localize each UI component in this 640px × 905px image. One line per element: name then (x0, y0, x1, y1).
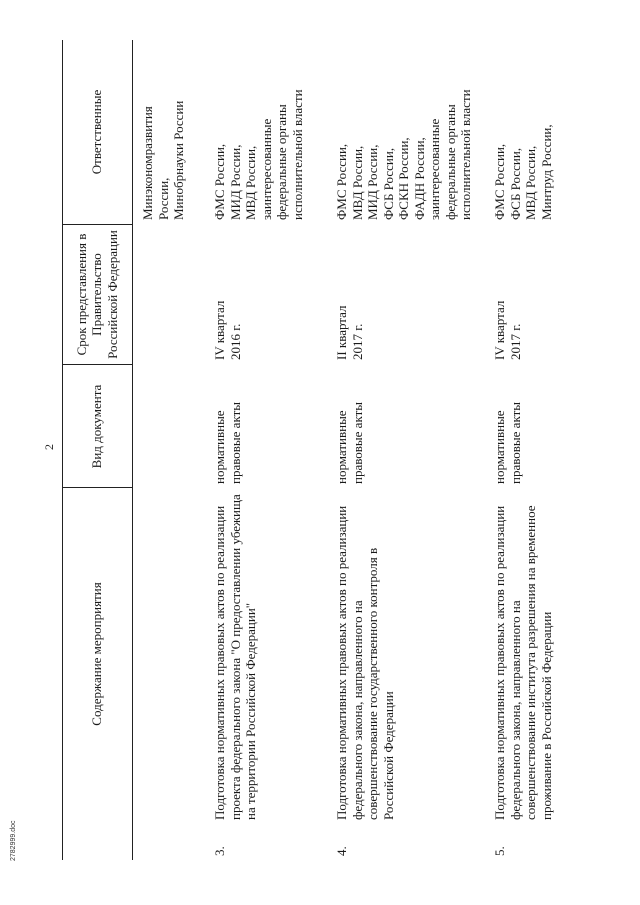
row-4-content: Подготовка нормативных правовых актов по реализации федерального закона, направленного на совершенствование государственного контроля в Российской Федерации (334, 505, 396, 820)
measures-table (62, 40, 592, 860)
row-3-content: Подготовка нормативных правовых актов по реализации проекта федерального закона "О предоставлении убежища на территории Российской Федерации" (212, 494, 258, 820)
document-code: 2782999.doc (10, 820, 17, 861)
page-number: 2 (42, 444, 56, 450)
row-5-doc-type: нормативные правовые акты (492, 402, 523, 484)
row-5-deadline: IV квартал 2017 г. (492, 300, 523, 360)
rotated-page (40, 20, 600, 860)
row-4-number: 4. (334, 846, 349, 856)
row-4-deadline: II квартал 2017 г. (334, 305, 365, 360)
header-bottom-rule (132, 40, 133, 860)
row-3-doc-type: нормативные правовые акты (212, 402, 243, 484)
header-content: Содержание мероприятия (89, 582, 105, 726)
row-5-responsible: ФМС России, ФСБ России, МВД России, Минтруд России, (492, 124, 554, 220)
header-doc-type: Вид документа (89, 384, 105, 469)
continuation-responsible: Минэкономразвития России, Минобрнауки России (140, 100, 186, 220)
row-4-responsible: ФМС России, МВД России, МИД России, ФСБ России, ФСКН России, ФАДН России, заинтересованные федеральные органы исполнительной власти (334, 89, 473, 220)
row-3-responsible: ФМС России, МИД России, МВД России, заинтересованные федеральные органы исполнительной власти (212, 89, 305, 220)
row-5-number: 5. (492, 846, 507, 856)
row-3-number: 3. (212, 846, 227, 856)
row-3-deadline: IV квартал 2016 г. (212, 300, 243, 360)
row-4-doc-type: нормативные правовые акты (334, 402, 365, 484)
row-5-content: Подготовка нормативных правовых актов по реализации федерального закона, направленного на совершенствование института разрешения на временное проживание в Российской Федерации (492, 505, 554, 820)
header-responsible: Ответственные (89, 89, 105, 175)
header-deadline: Срок представления в Правительство Российской Федерации (73, 230, 120, 359)
